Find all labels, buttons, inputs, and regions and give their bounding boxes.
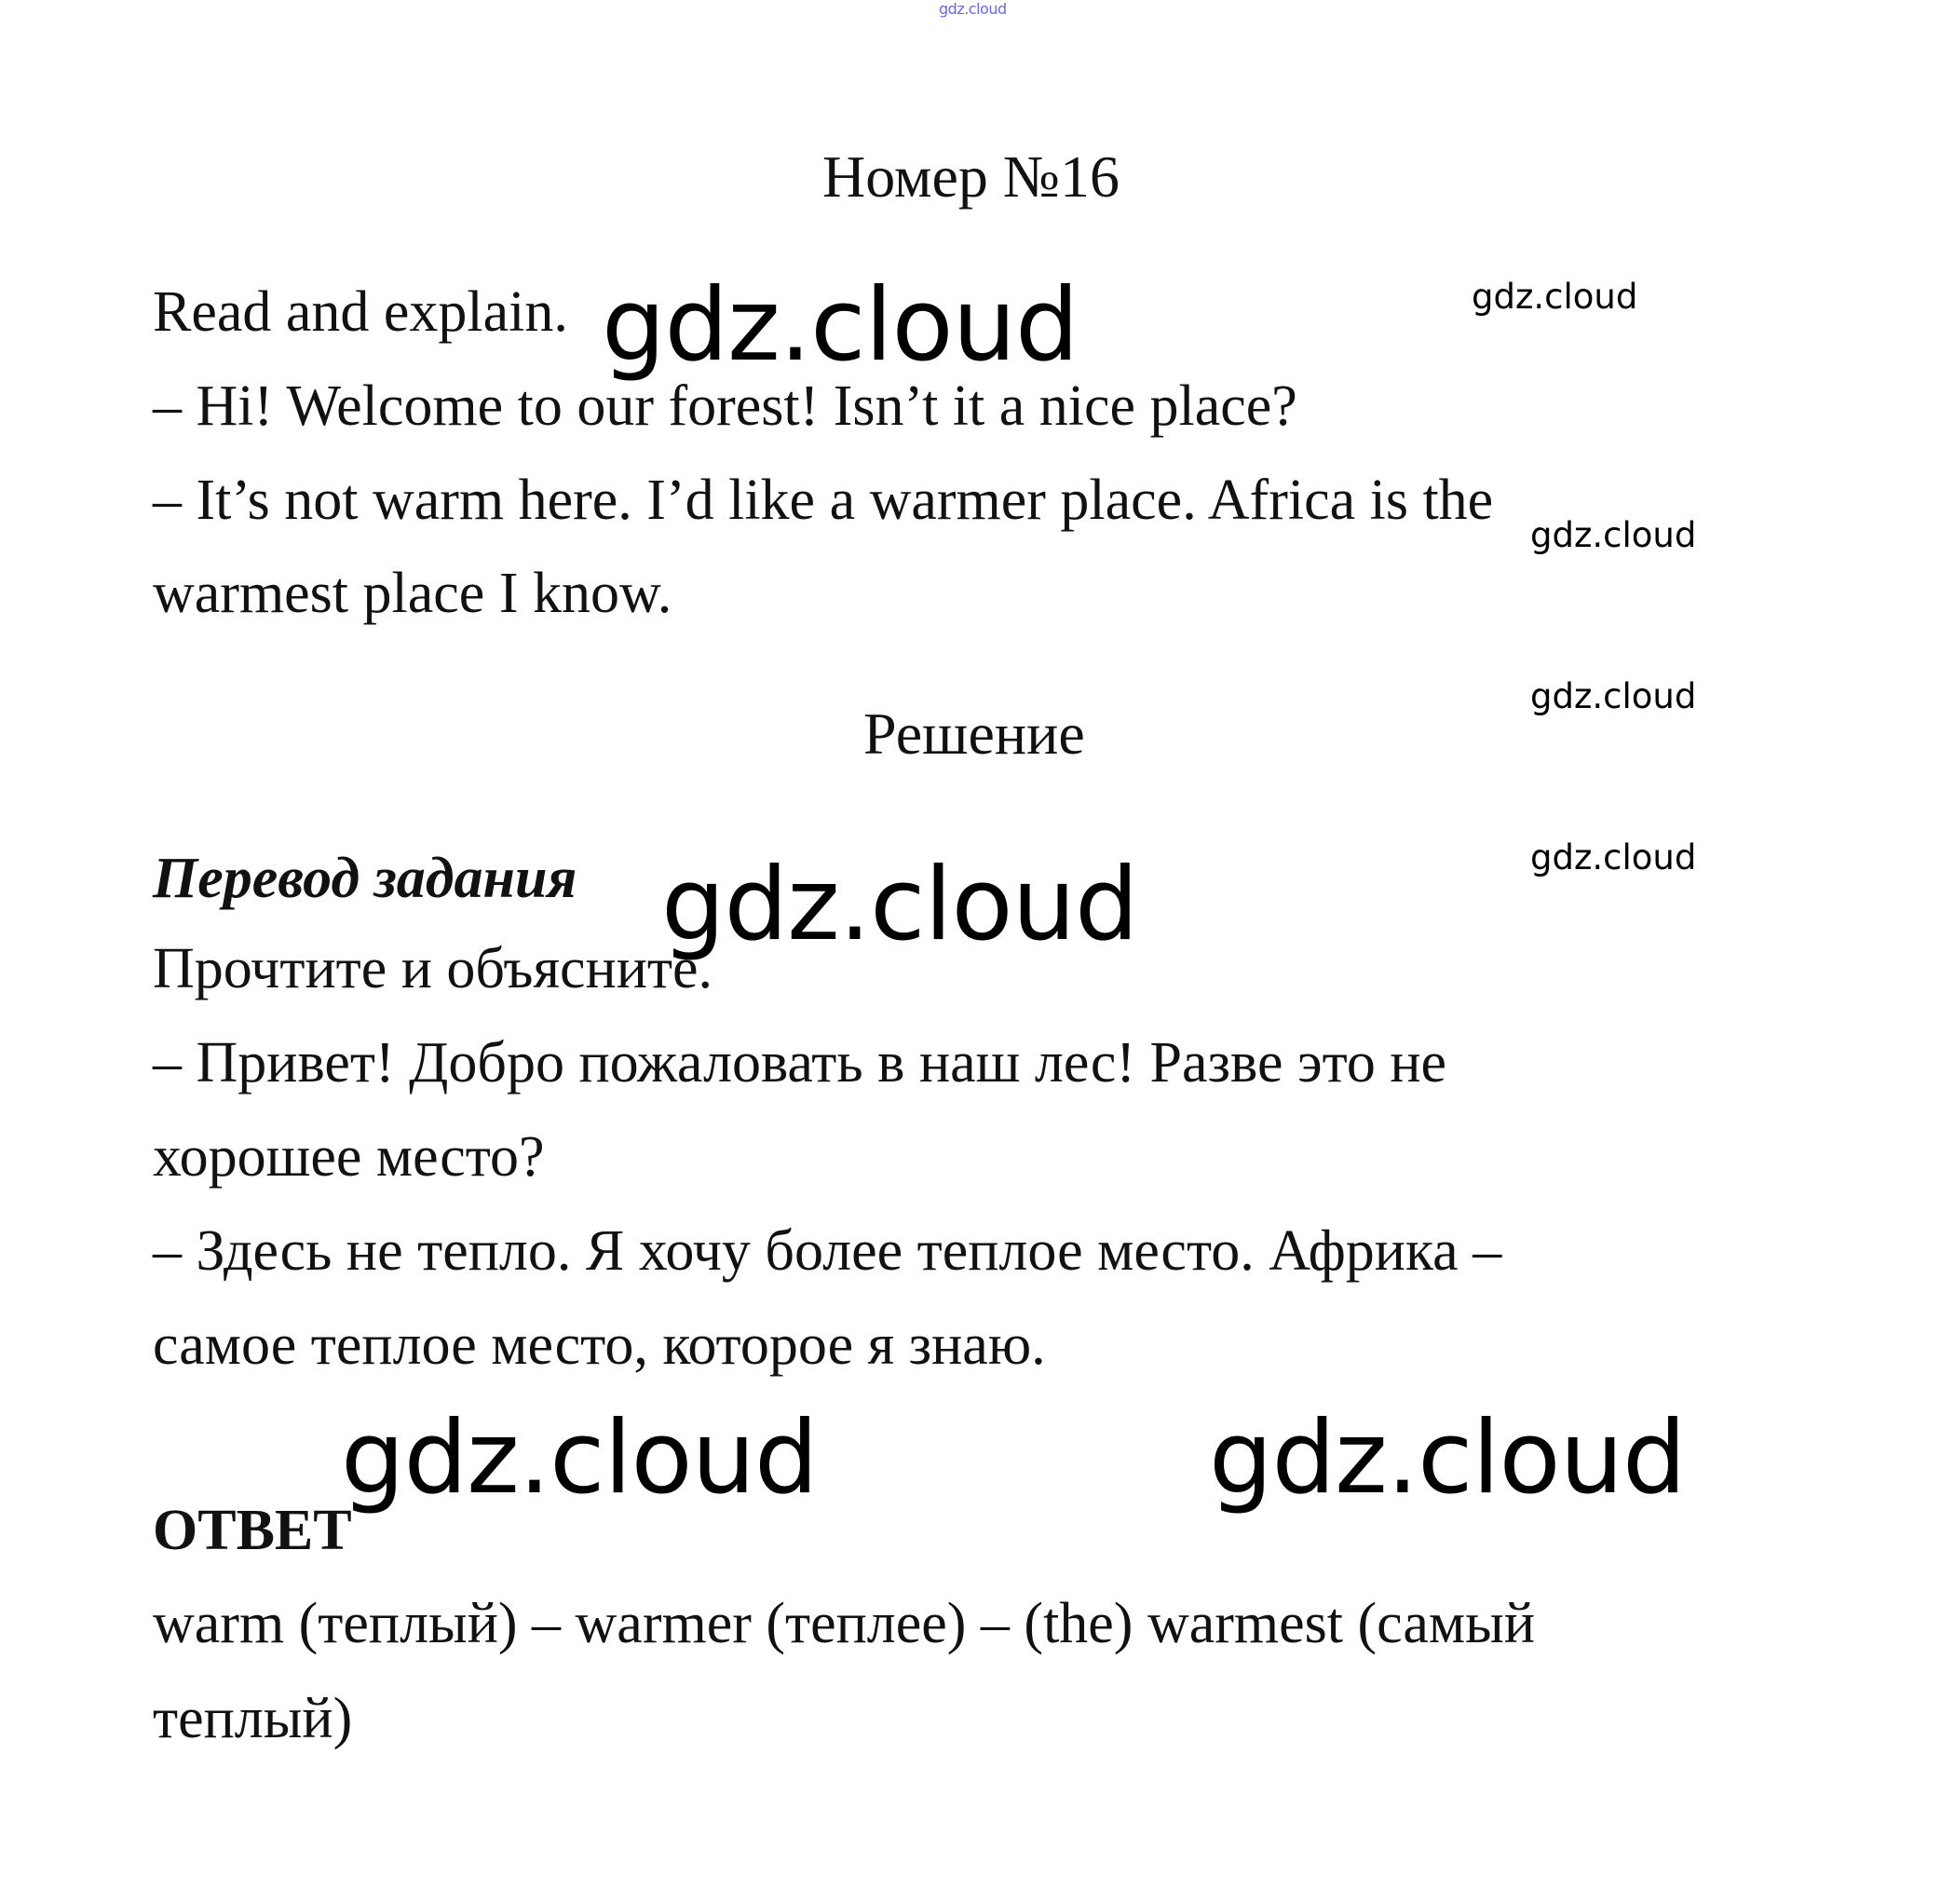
task-instruction: Read and explain. <box>153 280 568 344</box>
watermark-big-1: gdz.cloud <box>602 267 1079 384</box>
solution-title: Решение <box>863 700 1085 767</box>
watermark-small-4: gdz.cloud <box>1530 837 1697 877</box>
task-line-1: – Hi! Welcome to our forest! Isn’t it a nice place? <box>153 374 1297 438</box>
task-line-2: – It’s not warm here. I’d like a warmer place. Africa is the <box>153 469 1494 532</box>
watermark-big-2: gdz.cloud <box>661 847 1138 963</box>
watermark-small-3: gdz.cloud <box>1530 676 1697 716</box>
answer-heading: ОТВЕТ <box>153 1499 352 1562</box>
task-line-3: warmest place I know. <box>153 562 672 625</box>
translation-line-2: – Привет! Добро пожаловать в наш лес! Разве это не <box>153 1031 1447 1095</box>
translation-line-4: – Здесь не тепло. Я хочу более теплое место. Африка – <box>153 1219 1502 1283</box>
watermark-small-1: gdz.cloud <box>1472 277 1638 317</box>
watermark-top: gdz.cloud <box>939 0 1007 18</box>
answer-line-2: теплый) <box>153 1687 353 1750</box>
task-title: Номер №16 <box>822 143 1120 210</box>
answer-line-1: warm (теплый) – warmer (теплее) – (the) warmest (самый <box>153 1592 1536 1655</box>
translation-heading: Перевод задания <box>153 847 577 910</box>
watermark-small-2: gdz.cloud <box>1530 515 1697 555</box>
translation-line-3: хорошее место? <box>153 1125 545 1189</box>
translation-line-5: самое теплое место, которое я знаю. <box>153 1313 1046 1377</box>
watermark-big-3: gdz.cloud <box>341 1400 818 1516</box>
watermark-big-4: gdz.cloud <box>1209 1400 1686 1516</box>
translation-line-1: Прочтите и объясните. <box>153 937 713 1000</box>
